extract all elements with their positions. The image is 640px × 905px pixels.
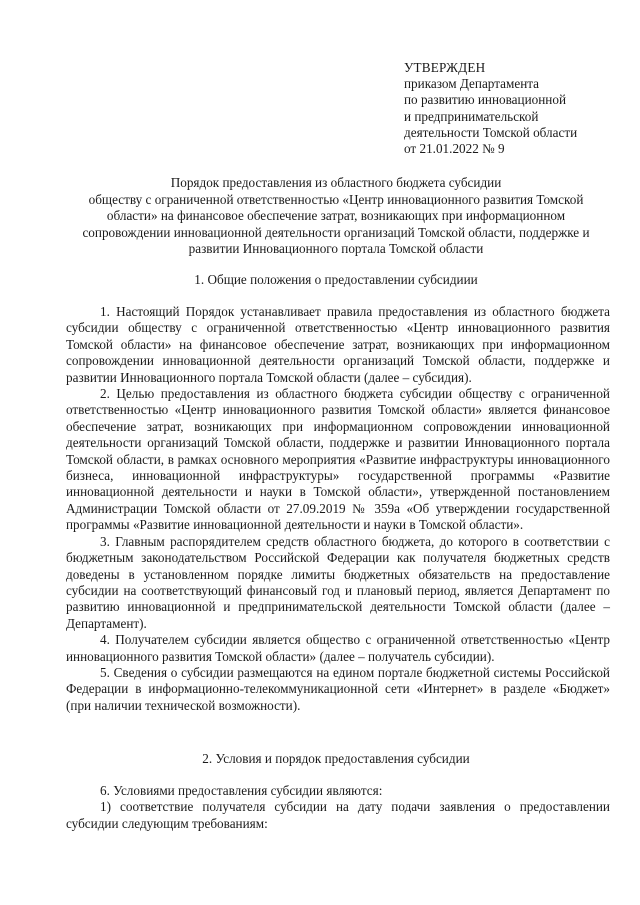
document-title — [66, 175, 606, 258]
approval-line: и предпринимательской — [404, 108, 539, 124]
approval-line: приказом Департамента — [404, 76, 540, 92]
title-line: Порядок предоставления из областного бюджета субсидии — [170, 175, 502, 190]
approval-line: по развитию инновационной — [404, 92, 567, 108]
approval-block — [404, 60, 624, 157]
paragraph-2: 2. Целью предоставления из областного бюджета субсидии обществу с ограниченной ответственностью «Центр инновационного развития Томской области» является финансовое обеспечение затрат, возникающих при информационном сопровождении инновационной деятельности организаций Томской области, поддержке и развитии Инновационного портала Томской области, в рамках основного мероприятия «Развитие инфраструктуры инновационного бизнеса, инновационной инфраструктуры» государственной программы «Развитие инновационной деятельности и науки в Томской области», утвержденной постановлением Администрации Томской области от 27.09.2019 № 359а «Об утверждении государственной программы «Развитие инновационной деятельности и науки в Томской области». — [66, 386, 610, 533]
approval-heading: УТВЕРЖДЕН — [404, 60, 486, 75]
paragraph-4: 4. Получателем субсидии является общество с ограниченной ответственностью «Центр инновационного развития Томской области» (далее – получатель субсидии). — [66, 632, 610, 664]
title-line: развитии Инновационного портала Томской области — [188, 241, 484, 256]
paragraph-5: 5. Сведения о субсидии размещаются на едином портале бюджетной системы Российской Федерации в информационно-телекоммуникационной сети «Интернет» в разделе «Бюджет» (при наличии технической возможности). — [66, 664, 610, 713]
title-line: сопровождении инновационной деятельности организаций Томской области, поддержке и — [82, 224, 590, 240]
title-line: области» на финансовое обеспечение затрат, возникающих при информационном — [106, 208, 566, 223]
paragraph-6-item-1: 1) соответствие получателя субсидии на дату подачи заявления о предоставлении субсидии следующим требованиям: — [66, 799, 610, 831]
section-2-body — [66, 783, 610, 832]
section-1-body — [66, 304, 610, 714]
paragraph-6: 6. Условиями предоставления субсидии являются: — [100, 783, 383, 798]
approval-date-line: от 21.01.2022 № 9 — [404, 141, 505, 157]
section-2-heading: 2. Условия и порядок предоставления субсидии — [202, 751, 470, 766]
paragraph-1: 1. Настоящий Порядок устанавливает правила предоставления из областного бюджета субсидии обществу с ограниченной ответственностью «Центр инновационного развития Томской области» на финансовое обеспечение затрат, возникающих при информационном сопровождении инновационной деятельности организаций Томской области, поддержке и развитии Инновационного портала Томской области (далее – субсидия). — [66, 304, 610, 385]
approval-line: деятельности Томской области — [404, 124, 578, 140]
paragraph-3: 3. Главным распорядителем средств областного бюджета, до которого в соответствии с бюджетным законодательством Российской Федерации как получателя бюджетных средств доведены в установленном порядке лимиты бюджетных обязательств на предоставление субсидии на соответствующий финансовый год и плановый период, является Департамент по развитию инновационной и предпринимательской деятельности Томской области (далее – Департамент). — [66, 533, 610, 631]
section-1-heading: 1. Общие положения о предоставлении субсидиии — [194, 272, 478, 287]
title-line: обществу с ограниченной ответственностью «Центр инновационного развития Томской — [88, 191, 584, 207]
